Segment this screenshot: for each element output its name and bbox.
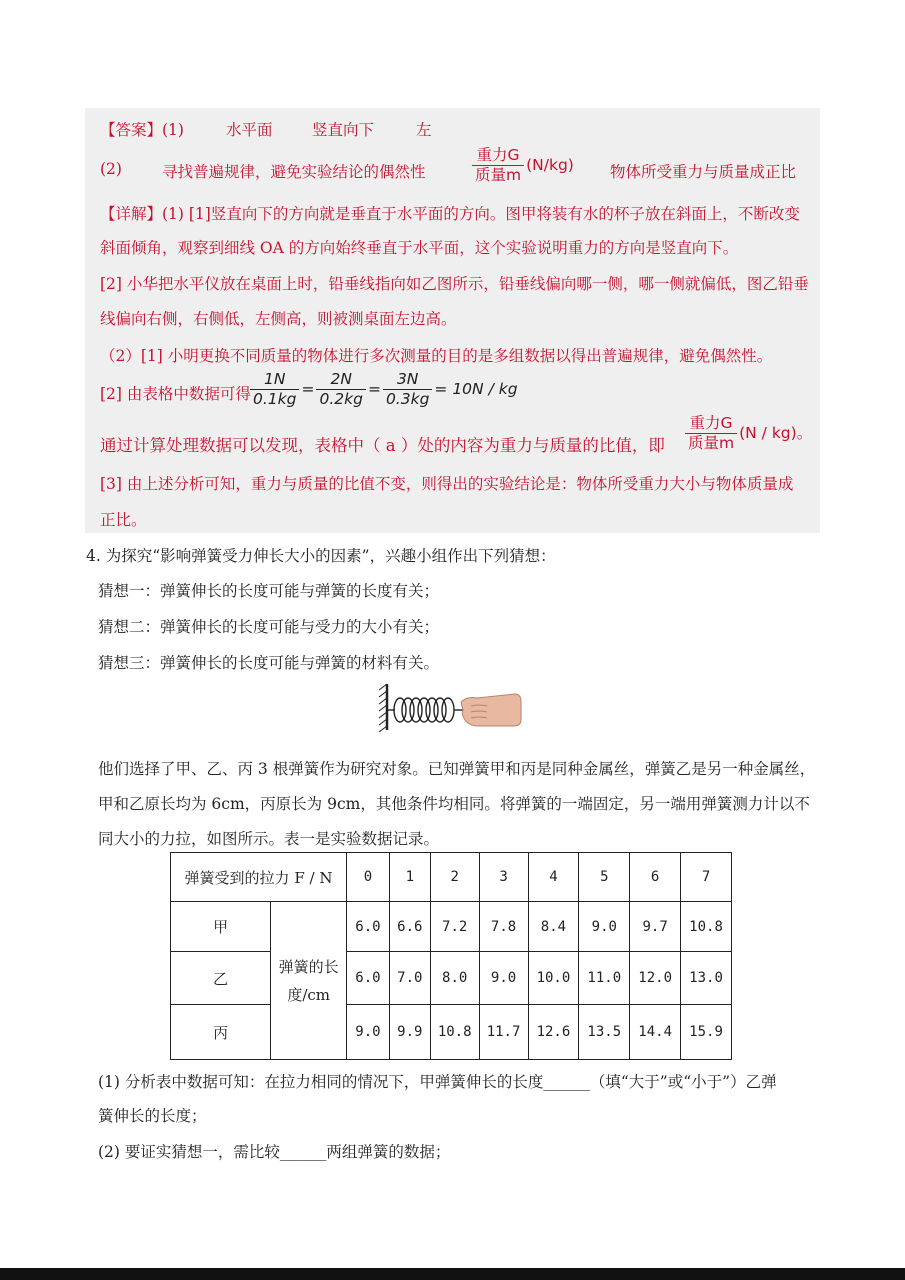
- sub-question-2: (2) 要证实猜想一，需比较______两组弹簧的数据；: [98, 1143, 451, 1161]
- value-cell: 10.8: [430, 1005, 479, 1060]
- value-cell: 14.4: [630, 1005, 681, 1060]
- sub-question-1a: (1) 分析表中数据可知：在拉力相同的情况下，甲弹簧伸长的长度______（填“大于”或“小于”）乙弹: [98, 1073, 777, 1091]
- guess-1: 猜想一：弹簧伸长的长度可能与弹簧的长度有关；: [98, 582, 440, 600]
- row-name: 甲: [171, 902, 271, 952]
- detail-line-4: 线偏向右侧，右侧低，左侧高，则被测桌面左边高。: [100, 310, 457, 328]
- row-name: 丙: [171, 1005, 271, 1060]
- value-cell: 9.0: [479, 952, 528, 1005]
- force-cell: 1: [389, 853, 430, 902]
- value-cell: 10.0: [528, 952, 579, 1005]
- row-name: 乙: [171, 952, 271, 1005]
- answer-1-2: 竖直向下: [312, 121, 375, 139]
- value-cell: 7.0: [389, 952, 430, 1005]
- value-cell: 6.0: [347, 952, 390, 1005]
- eq-result: = 10N / kg: [434, 380, 518, 398]
- value-cell: 6.0: [347, 902, 390, 952]
- fraction-numerator-2: 重力G: [685, 414, 737, 434]
- eq-frac3-num: 3N: [383, 370, 432, 390]
- value-cell: 11.7: [479, 1005, 528, 1060]
- eq-frac1-den: 0.1kg: [253, 390, 297, 408]
- force-cell: 0: [347, 853, 390, 902]
- value-cell: 8.4: [528, 902, 579, 952]
- detail-line-6-equation: $\frac{1N}{0.1kg}$ = $\frac{2N}{0.2kg}$ = $\frac{3N}{0.3kg}$ = 10N / kg: [248, 370, 518, 409]
- answer-2-fraction: [470, 146, 574, 185]
- table-row: [171, 902, 732, 952]
- answer-label: 【答案】(1): [100, 121, 184, 139]
- force-cell: 6: [630, 853, 681, 902]
- answer-1-3: 左: [416, 121, 432, 139]
- value-cell: 11.0: [579, 952, 630, 1005]
- value-cell: 9.0: [347, 1005, 390, 1060]
- force-cell: 3: [479, 853, 528, 902]
- fraction-denominator-2: 质量m: [688, 434, 735, 452]
- sub-question-1b: 簧伸长的长度；: [98, 1107, 207, 1125]
- table-header-label: 弹簧受到的拉力 F / N: [171, 853, 347, 902]
- guess-3: 猜想三：弹簧伸长的长度可能与弹簧的材料有关。: [98, 654, 440, 672]
- value-cell: 7.2: [430, 902, 479, 952]
- hand-icon: [461, 694, 521, 726]
- answer-1-1: 水平面: [226, 121, 273, 139]
- answer-2-label: (2): [100, 160, 122, 178]
- force-cell: 7: [681, 853, 732, 902]
- value-cell: 9.7: [630, 902, 681, 952]
- detail-line-2: 斜面倾角，观察到细线 OA 的方向始终垂直于水平面，这个实验说明重力的方向是竖直向下。: [100, 239, 739, 257]
- fraction-denominator: 质量m: [475, 166, 522, 184]
- eq-frac1-num: 1N: [250, 370, 299, 390]
- fraction-numerator: 重力G: [472, 146, 524, 166]
- value-cell: 6.6: [389, 902, 430, 952]
- detail-line-1: 【详解】(1) [1]竖直向下的方向就是垂直于水平面的方向。图甲将装有水的杯子放在斜面上，不断改变: [100, 205, 800, 223]
- paragraph-line-2: 甲和乙原长均为 6cm，丙原长为 9cm，其他条件均相同。将弹簧的一端固定，另一端用弹簧测力计以不: [98, 795, 810, 813]
- detail-line-8: [3] 由上述分析可知，重力与质量的比值不变，则得出的实验结论是：物体所受重力大小与物体质量成: [100, 475, 794, 493]
- question-title: 4. 为探究“影响弹簧受力伸长大小的因素”，兴趣小组作出下列猜想：: [86, 547, 556, 565]
- paragraph-line-3: 同大小的力拉，如图所示。表一是实验数据记录。: [98, 830, 440, 848]
- table-row: [171, 952, 732, 1005]
- wall-icon: [379, 684, 387, 732]
- value-cell: 13.5: [579, 1005, 630, 1060]
- value-cell: 10.8: [681, 902, 732, 952]
- value-cell: 12.6: [528, 1005, 579, 1060]
- force-cell: 5: [579, 853, 630, 902]
- value-cell: 15.9: [681, 1005, 732, 1060]
- force-cell: 2: [430, 853, 479, 902]
- length-label: 弹簧的长度/cm: [271, 902, 347, 1060]
- fraction-unit: (N/kg): [526, 156, 574, 174]
- spring-data-table: [170, 852, 732, 1060]
- value-cell: 8.0: [430, 952, 479, 1005]
- eq-frac2-den: 0.2kg: [319, 390, 363, 408]
- eq-frac2-num: 2N: [316, 370, 365, 390]
- value-cell: 9.9: [389, 1005, 430, 1060]
- answer-2-3: 物体所受重力与质量成正比: [610, 163, 797, 181]
- detail-line-9: 正比。: [100, 511, 147, 529]
- detail-line-7-fraction: [683, 414, 812, 453]
- force-cell: 4: [528, 853, 579, 902]
- paragraph-line-1: 他们选择了甲、乙、丙 3 根弹簧作为研究对象。已知弹簧甲和丙是同种金属丝，弹簧乙是另一种金属丝，: [98, 760, 816, 778]
- value-cell: 7.8: [479, 902, 528, 952]
- value-cell: 13.0: [681, 952, 732, 1005]
- fraction-unit-2: (N / kg)。: [739, 424, 813, 442]
- detail-line-5: （2）[1] 小明更换不同质量的物体进行多次测量的目的是多组数据以得出普遍规律，避免偶然性。: [100, 347, 773, 365]
- value-cell: 9.0: [579, 902, 630, 952]
- detail-line-3: [2] 小华把水平仪放在桌面上时，铅垂线指向如乙图所示，铅垂线偏向哪一侧，哪一侧就偏低，图乙铅垂: [100, 275, 809, 293]
- guess-2: 猜想二：弹簧伸长的长度可能与受力的大小有关；: [98, 618, 440, 636]
- spring-coil-icon: [387, 698, 465, 722]
- detail-line-6-prefix: [2] 由表格中数据可得: [100, 385, 251, 403]
- answer-2-1: 寻找普遍规律，避免实验结论的偶然性: [162, 163, 426, 181]
- table-row: [171, 1005, 732, 1060]
- eq-frac3-den: 0.3kg: [385, 390, 430, 408]
- page-bottom-border: [0, 1268, 905, 1280]
- table-header-row: [171, 853, 732, 902]
- spring-figure: [375, 680, 525, 732]
- detail-line-7-prefix: 通过计算处理数据可以发现，表格中（ a ）处的内容为重力与质量的比值，即: [100, 436, 665, 455]
- value-cell: 12.0: [630, 952, 681, 1005]
